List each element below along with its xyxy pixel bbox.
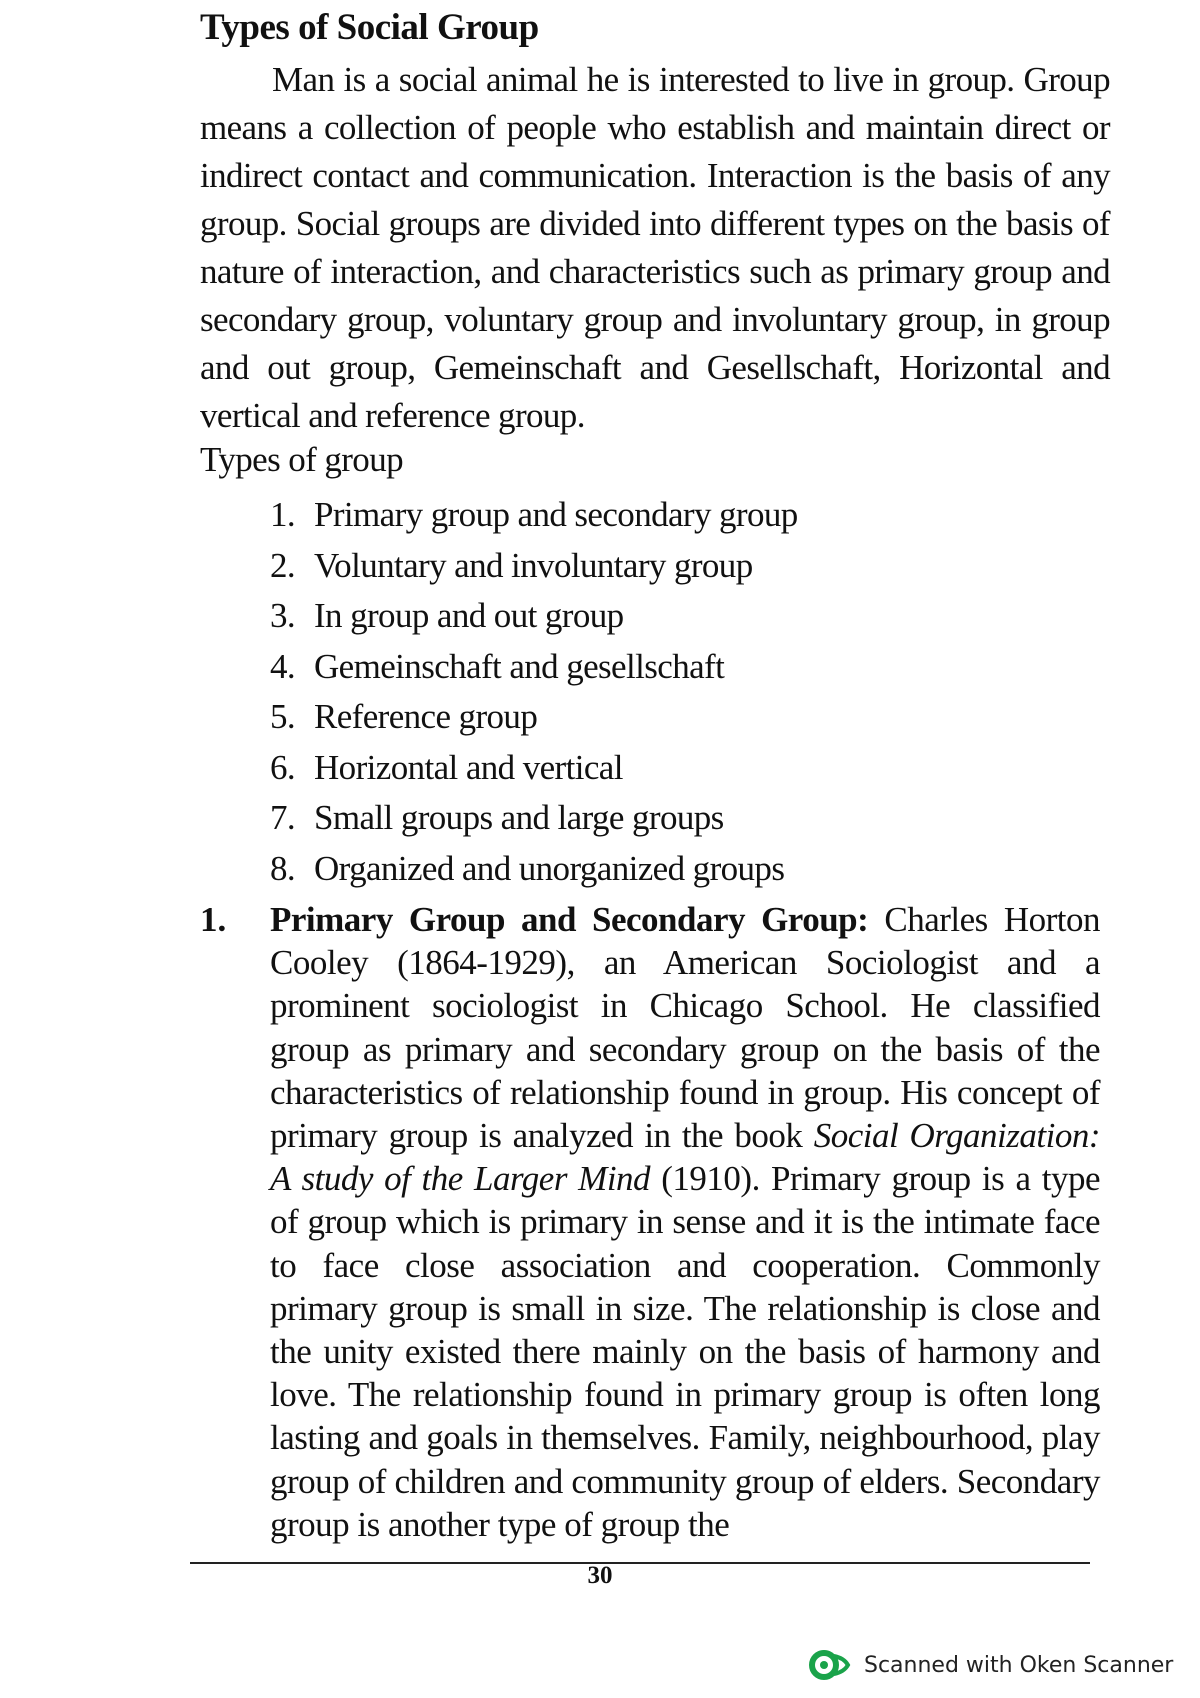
- list-item-text: Voluntary and involuntary group: [314, 545, 753, 585]
- list-item-number: 4.: [270, 646, 296, 686]
- page-number: 30: [587, 1562, 613, 1589]
- list-item-number: 1.: [270, 495, 296, 534]
- section-text-part1: Charles Horton Cooley (1864-1929), an American Sociologist and a prominent sociologist in Chicago School. He classified group as primary and secondary group on the basis of the characteristics of relationship found in group. His concept of primary group is analyzed in the book: [270, 900, 1100, 1156]
- list-item: [270, 692, 798, 743]
- list-item-text: Gemeinschaft and gesellschaft: [314, 646, 725, 686]
- list-item-number: 7.: [270, 798, 296, 837]
- list-item-text: Primary group and secondary group: [314, 495, 798, 534]
- list-item-text: In group and out group: [314, 596, 624, 635]
- list-item-text: Organized and unorganized groups: [314, 848, 785, 888]
- list-item-number: 5.: [270, 697, 296, 736]
- list-item: [270, 591, 798, 642]
- section-text-part2: (1910). Primary group is a type of group which is primary in sense and it is the intimate face to face close association and cooperation. Commonly primary group is small in size. The relationship is close and the unity existed there mainly on the basis of harmony and love. The relationship found in primary group is often long lasting and goals in themselves. Family, neighbourhood, play group of children and community group of elders. Secondary group is another type of group the: [270, 1159, 1100, 1544]
- list-item: [270, 844, 798, 895]
- list-item: [270, 541, 798, 592]
- list-item-number: 6.: [270, 747, 296, 787]
- page-heading: Types of Social Group: [200, 7, 539, 48]
- list-item: [270, 743, 798, 794]
- list-item-number: 2.: [270, 545, 296, 585]
- intro-paragraph: Man is a social animal he is interested to live in group. Group means a collection of people who establish and maintain direct or indirect contact and communication. Interaction is the basis of any group. Social groups are divided into different types on the basis of nature of interaction, and characteristics such as primary group and secondary group, voluntary group and involuntary group, in group and out group, Gemeinschaft and Gesellschaft, Horizontal and vertical and reference group.: [200, 60, 1110, 435]
- scanner-text: Scanned with Oken Scanner: [864, 1652, 1174, 1678]
- types-list: [270, 490, 798, 894]
- list-item: [270, 793, 798, 844]
- section-number: 1.: [200, 900, 227, 939]
- list-item: [270, 642, 798, 693]
- types-label: Types of group: [200, 440, 404, 479]
- list-item-text: Small groups and large groups: [314, 798, 724, 837]
- section-title: Primary Group and Secondary Group:: [270, 900, 869, 939]
- list-item-text: Reference group: [314, 697, 538, 736]
- scanner-watermark: [808, 1648, 1173, 1682]
- book-title: Social Organization: A study of the Larger Mind: [270, 1116, 1101, 1199]
- list-item-number: 8.: [270, 848, 296, 888]
- list-item-number: 3.: [270, 596, 296, 635]
- oken-scanner-logo-icon: [808, 1648, 852, 1682]
- list-item: [270, 490, 798, 541]
- section-body: [270, 898, 1100, 1546]
- list-item-text: Horizontal and vertical: [314, 747, 623, 787]
